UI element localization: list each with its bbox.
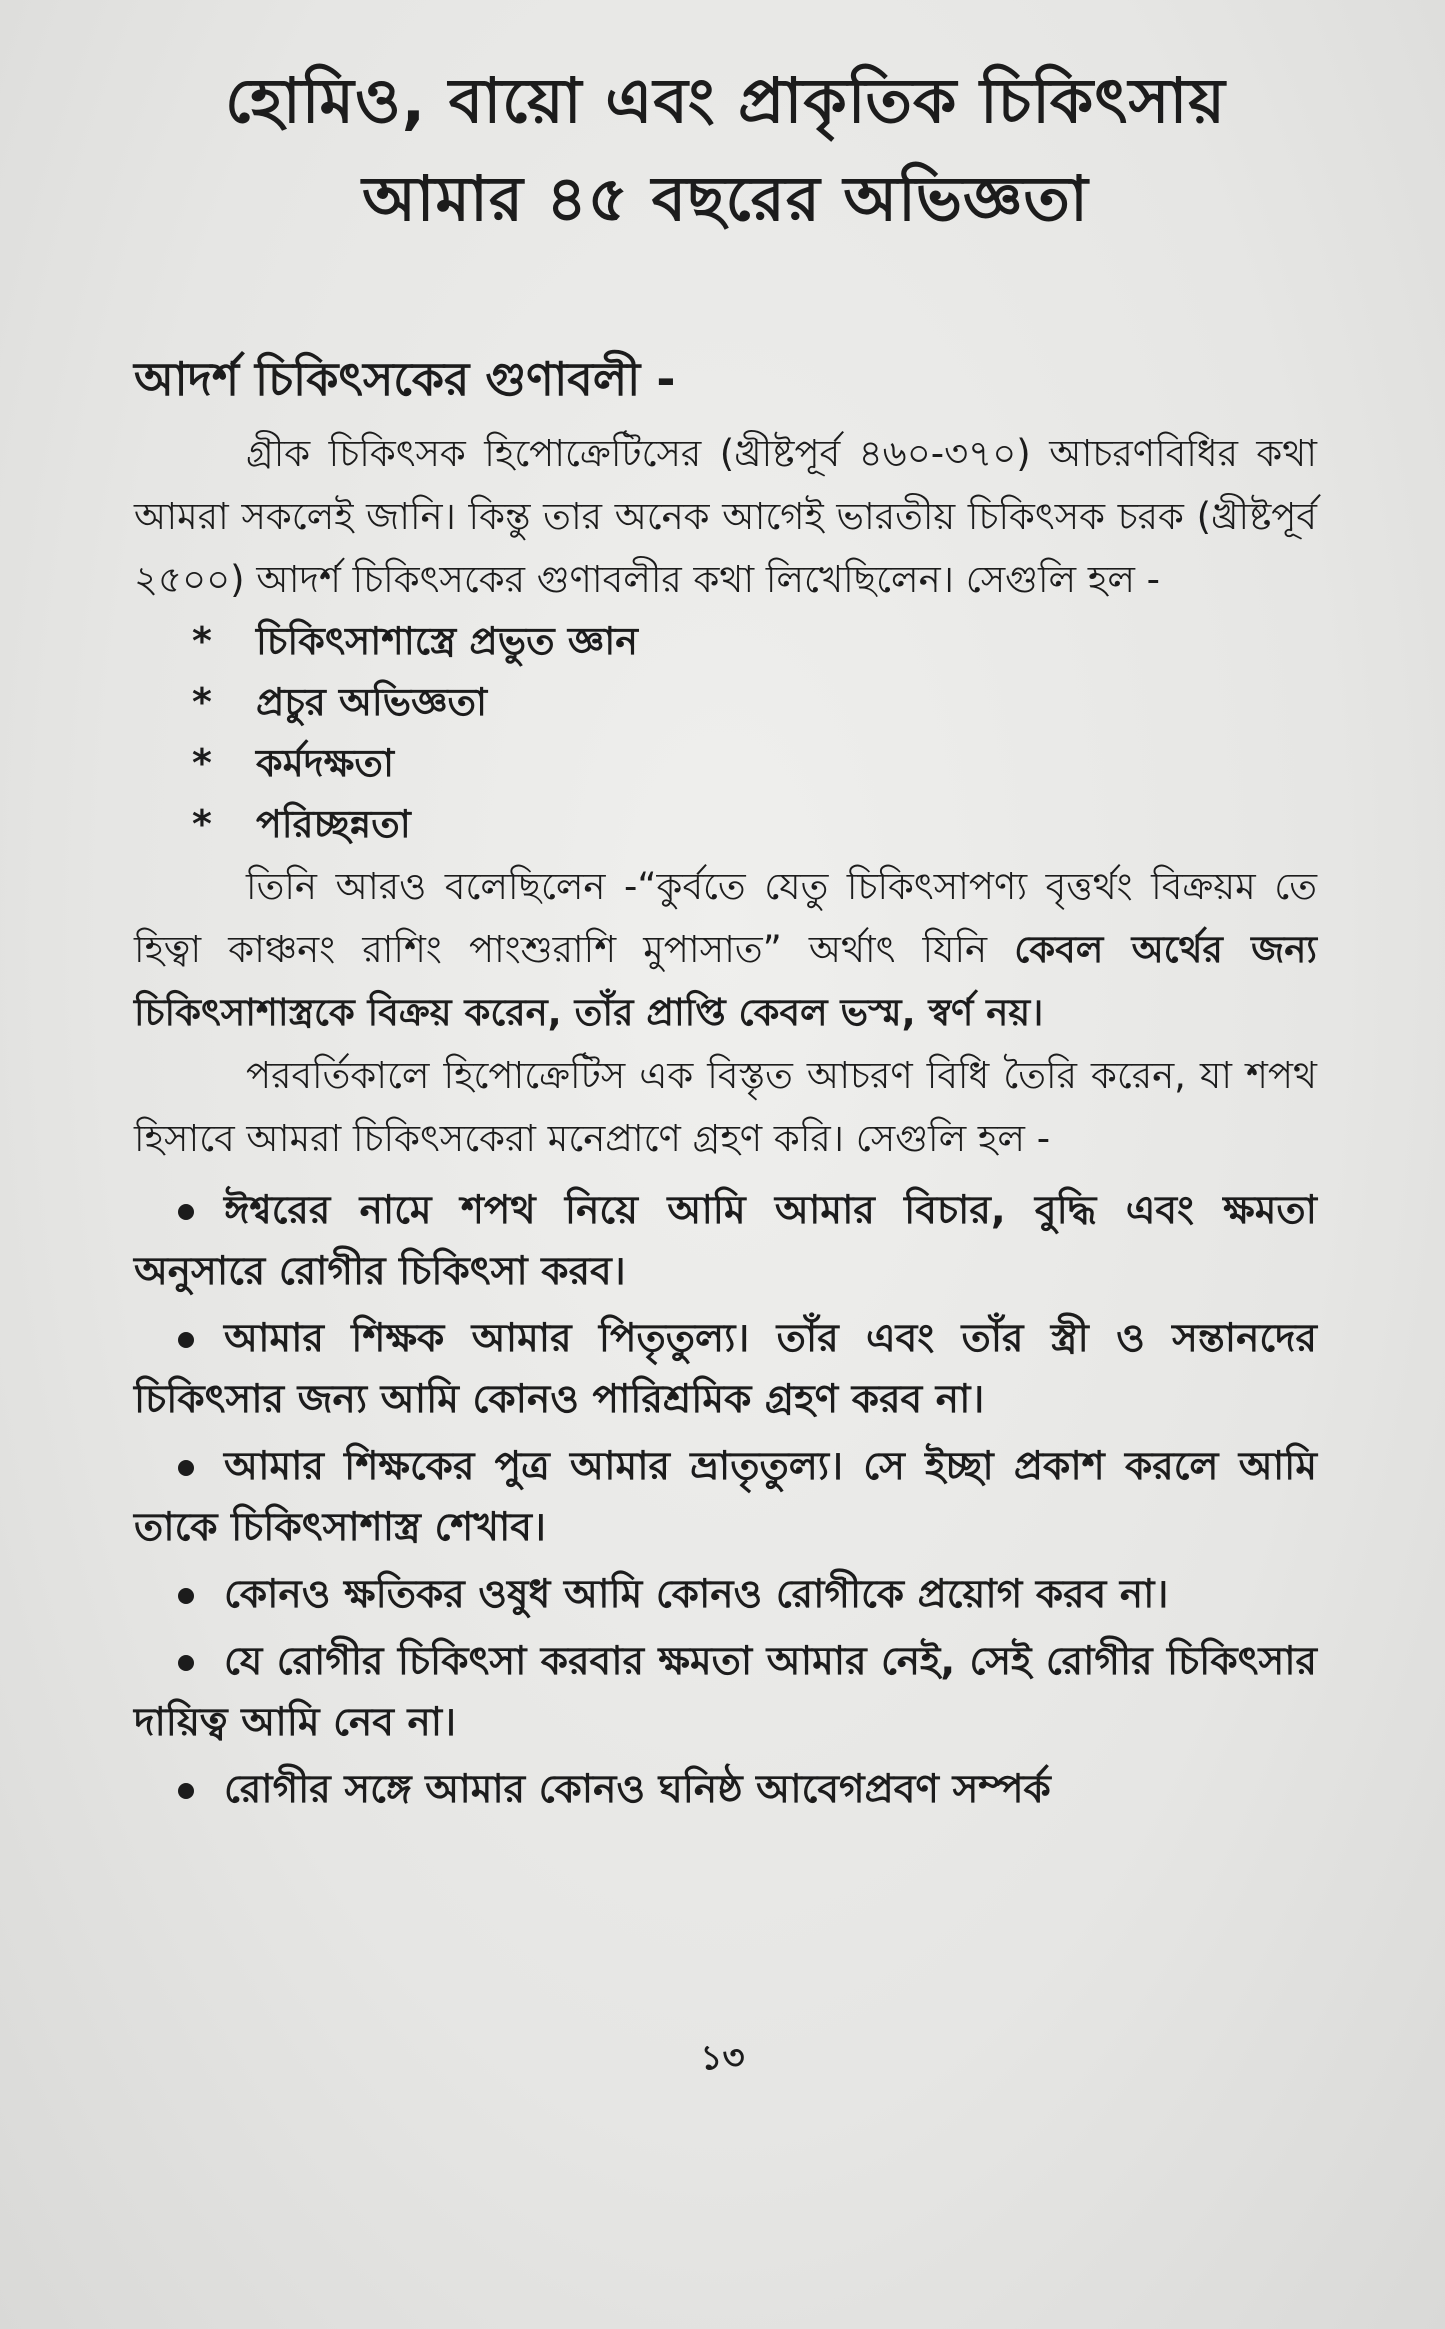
oath-text: কোনও ক্ষতিকর ওষুধ আমি কোনও রোগীকে প্রয়োগ করব না। (224, 1572, 1169, 1617)
qualities-list (134, 611, 1317, 855)
oath-item (134, 1308, 1317, 1430)
quote-text: তিনি আরও বলেছিলেন -“কুর্বতে যেতু চিকিৎসাপণ্য বৃত্তর্থং বিক্রয়ম তে হিত্বা কাঞ্চনং রাশিং পাংশুরাশি মুপাসাত” অর্থাৎ যিনি (134, 865, 1317, 971)
bullet-dot (178, 1588, 194, 1604)
bullet-dot (178, 1655, 194, 1671)
bullet-dot (178, 1332, 194, 1348)
oath-item (134, 1180, 1317, 1302)
oath-item (134, 1436, 1317, 1558)
quote-meaning: কেবল অর্থের জন্য চিকিৎসাশাস্ত্রকে বিক্রয় করেন, তাঁর প্রাপ্তি কেবল ভস্ম, স্বর্ণ নয়। (134, 928, 1318, 1034)
oath-text: আমার শিক্ষকের পুত্র আমার ভ্রাতৃতুল্য। সে ইচ্ছা প্রকাশ করলে আমি তাকে চিকিৎসাশাস্ত্র শেখাব। (134, 1444, 1317, 1550)
oath-item (134, 1759, 1317, 1820)
asterisk-marker: * (192, 680, 212, 724)
asterisk-marker: * (192, 619, 212, 663)
oath-item (134, 1564, 1317, 1625)
bullet-dot (178, 1204, 194, 1220)
oath-text: রোগীর সঙ্গে আমার কোনও ঘনিষ্ঠ আবেগপ্রবণ সম্পর্ক (224, 1767, 1051, 1812)
quality-text: প্রচুর অভিজ্ঞতা (256, 680, 488, 724)
oath-list (134, 1180, 1317, 1820)
asterisk-marker: * (192, 802, 212, 846)
quality-item (192, 733, 1317, 794)
quality-text: চিকিৎসাশাস্ত্রে প্রভুত জ্ঞান (256, 619, 638, 663)
book-title (134, 52, 1317, 248)
title-line-2: আমার ৪৫ বছরের অভিজ্ঞতা (362, 162, 1089, 235)
oath-text: ঈশ্বরের নামে শপথ নিয়ে আমি আমার বিচার, বুদ্ধি এবং ক্ষমতা অনুসারে রোগীর চিকিৎসা করব। (134, 1188, 1317, 1294)
oath-intro-paragraph: পরবর্তিকালে হিপোক্রেটিস এক বিস্তৃত আচরণ বিধি তৈরি করেন, যা শপথ হিসাবে আমরা চিকিৎসকেরা মনেপ্রাণে গ্রহণ করি। সেগুলি হল - (134, 1054, 1317, 1160)
bullet-dot (178, 1783, 194, 1799)
section-heading: আদর্শ চিকিৎসকের গুণাবলী - (134, 352, 676, 406)
quality-item (192, 794, 1317, 855)
oath-item (134, 1631, 1317, 1753)
oath-text: যে রোগীর চিকিৎসা করবার ক্ষমতা আমার নেই, সেই রোগীর চিকিৎসার দায়িত্ব আমি নেব না। (134, 1639, 1317, 1745)
quote-paragraph (134, 855, 1317, 1044)
intro-paragraph: গ্রীক চিকিৎসক হিপোক্রেটিসের (খ্রীষ্টপূর্ব ৪৬০-৩৭০) আচরণবিধির কথা আমরা সকলেই জানি। কিন্তু তার অনেক আগেই ভারতীয় চিকিৎসক চরক (খ্রীষ্টপূর্ব ২৫০০) আদর্শ চিকিৎসকের গুণাবলীর কথা লিখেছিলেন। সেগুলি হল - (134, 432, 1317, 601)
quality-item (192, 672, 1317, 733)
bullet-dot (178, 1460, 194, 1476)
asterisk-marker: * (192, 741, 212, 785)
page-number: ১৩ (700, 2038, 745, 2078)
quality-text: পরিচ্ছন্নতা (256, 802, 411, 846)
quality-text: কর্মদক্ষতা (256, 741, 394, 785)
oath-text: আমার শিক্ষক আমার পিতৃতুল্য। তাঁর এবং তাঁর স্ত্রী ও সন্তানদের চিকিৎসার জন্য আমি কোনও পারিশ্রমিক গ্রহণ করব না। (134, 1316, 1317, 1422)
quality-item (192, 611, 1317, 672)
title-line-1: হোমিও, বায়ো এবং প্রাকৃতিক চিকিৎসায় (225, 64, 1226, 137)
